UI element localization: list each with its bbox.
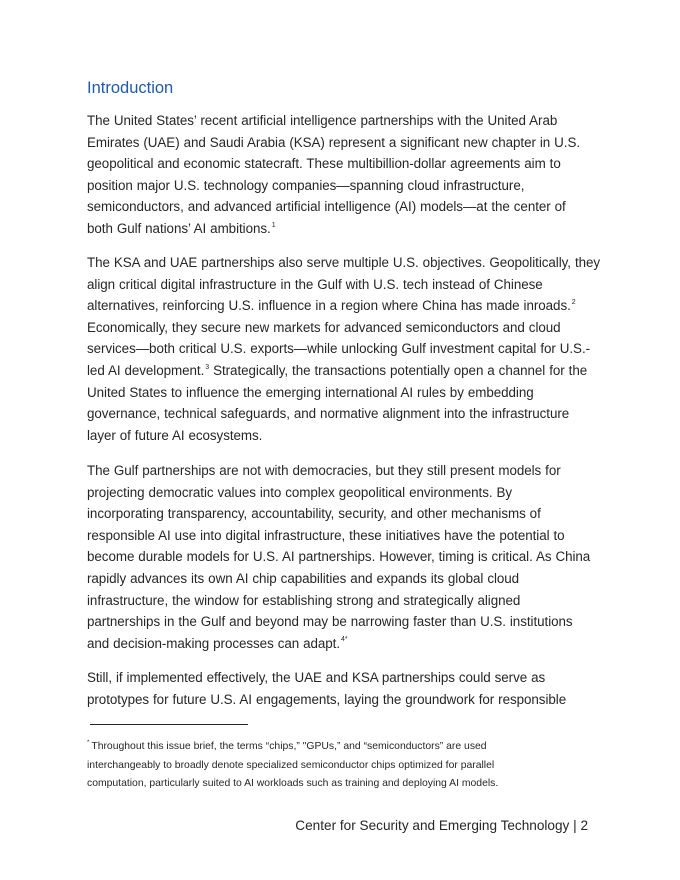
footnote-line: computation, particularly suited to AI workloads such as training and deploying AI models.	[87, 778, 499, 789]
footnote-line: interchangeably to broadly denote specialized semiconductor chips optimized for parallel	[87, 759, 495, 771]
paragraph-text: led AI development.	[87, 362, 205, 378]
footnote-marker: *	[87, 739, 90, 746]
footnote-divider	[90, 724, 248, 725]
footnote-ref-4[interactable]: 4*	[341, 636, 348, 644]
paragraph-text: alternatives, reinforcing U.S. influence in a region where China has made inroads.	[87, 298, 571, 314]
paragraph-line: rapidly advances its own AI chip capabilities and expands its global cloud	[87, 570, 520, 586]
paragraph-line: incorporating transparency, accountability, security, and other mechanisms of	[87, 506, 541, 522]
page-footer	[295, 818, 588, 833]
paragraph-line: geopolitical and economic statecraft. These multibillion-dollar agreements aim to	[87, 156, 561, 172]
footer-separator: |	[569, 818, 581, 833]
paragraph-line: align critical digital infrastructure in the Gulf with U.S. tech instead of Chinese	[87, 276, 543, 292]
footer-organization: Center for Security and Emerging Technology	[295, 818, 570, 833]
paragraph-line	[87, 360, 595, 382]
paragraph-text: Strategically, the transactions potentially open a channel for the	[209, 362, 588, 378]
paragraph-line: Emirates (UAE) and Saudi Arabia (KSA) represent a significant new chapter in U.S.	[87, 134, 581, 150]
paragraph-line: The KSA and UAE partnerships also serve multiple U.S. objectives. Geopolitically, they	[87, 255, 601, 270]
paragraph-text: both Gulf nations’ AI ambitions.	[87, 220, 271, 236]
paragraph-text: and decision-making processes can adapt.	[87, 635, 341, 651]
paragraph-line: infrastructure, the window for establishing strong and strategically aligned	[87, 592, 521, 608]
section-heading: Introduction	[87, 79, 174, 97]
paragraph-line: governance, technical safeguards, and normative alignment into the infrastructure	[87, 406, 570, 422]
page-number: 2	[580, 818, 588, 833]
paragraph-line: The United States’ recent artificial intelligence partnerships with the United Arab	[87, 113, 558, 128]
paragraph-2	[87, 252, 601, 446]
footnote-ref-3[interactable]: 3	[205, 363, 210, 371]
paragraph-line: prototypes for future U.S. AI engagements, laying the groundwork for responsible	[87, 691, 567, 707]
footnote-ref-2[interactable]: 2	[571, 298, 576, 306]
paragraph-line: layer of future AI ecosystems.	[87, 427, 263, 443]
paragraph-line: projecting democratic values into complex geopolitical environments. By	[87, 484, 513, 500]
paragraph-line: services—both critical U.S. exports—while unlocking Gulf investment capital for U.S.-	[87, 341, 591, 357]
paragraph-line	[87, 633, 595, 655]
footnote-line	[87, 738, 557, 757]
paragraph-1	[87, 110, 595, 240]
paragraph-3	[87, 460, 595, 654]
paragraph-line: Economically, they secure new markets for advanced semiconductors and cloud	[87, 319, 561, 335]
paragraph-line: position major U.S. technology companies—spanning cloud infrastructure,	[87, 177, 525, 193]
paragraph-4	[87, 667, 595, 710]
footnote-text: Throughout this issue brief, the terms “chips,” "GPUs,” and “semiconductors” are used	[91, 741, 487, 752]
footnote-ref-1[interactable]: 1	[271, 221, 276, 229]
paragraph-line: partnerships in the Gulf and beyond may be narrowing faster than U.S. institutions	[87, 614, 573, 630]
footnote	[87, 738, 557, 794]
paragraph-line: semiconductors, and advanced artificial intelligence (AI) models—at the center of	[87, 199, 566, 215]
paragraph-line: become durable models for U.S. AI partnerships. However, timing is critical. As China	[87, 549, 591, 565]
paragraph-line: United States to influence the emerging international AI rules by embedding	[87, 384, 534, 400]
paragraph-line: responsible AI use into digital infrastructure, these initiatives have the potential to	[87, 527, 565, 543]
paragraph-line	[87, 218, 595, 240]
paragraph-line: The Gulf partnerships are not with democracies, but they still present models for	[87, 463, 561, 478]
paragraph-line: Still, if implemented effectively, the UAE and KSA partnerships could serve as	[87, 670, 546, 685]
paragraph-line	[87, 295, 595, 317]
